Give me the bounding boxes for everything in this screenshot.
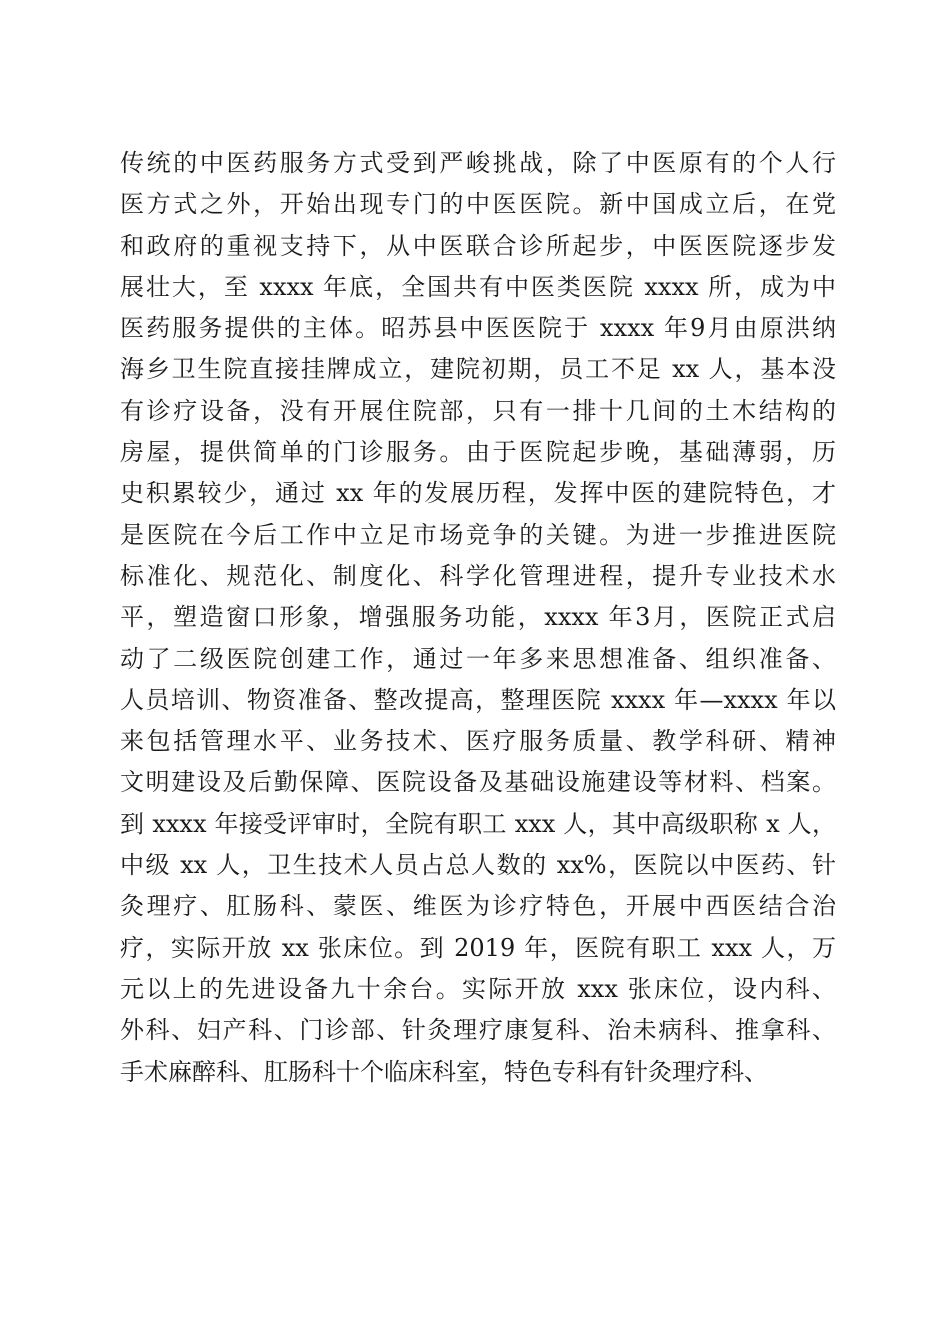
text-line: 到 xxxx 年接受评审时，全院有职工 xxx 人，其中高级职称 x 人， xyxy=(120,809,836,838)
text-line: 有诊疗设备，没有开展住院部，只有一排十几间的土木结构的 xyxy=(120,396,836,425)
body-paragraph xyxy=(120,143,836,1093)
text-line: 平，塑造窗口形象，增强服务功能，xxxx 年3月，医院正式启 xyxy=(120,603,836,632)
text-line: 动了二级医院创建工作，通过一年多来思想准备、组织准备、 xyxy=(120,644,836,673)
text-line: 元以上的先进设备九十余台。实际开放 xxx 张床位，设内科、 xyxy=(120,974,836,1003)
text-line: 医方式之外，开始出现专门的中医医院。新中国成立后，在党 xyxy=(120,190,836,219)
text-line: 史积累较少，通过 xx 年的发展历程，发挥中医的建院特色，才 xyxy=(120,479,836,508)
text-line: 传统的中医药服务方式受到严峻挑战，除了中医原有的个人行 xyxy=(120,149,836,177)
text-line: 文明建设及后勤保障、医院设备及基础设施建设等材料、档案。 xyxy=(120,768,836,797)
text-line: 是医院在今后工作中立足市场竞争的关键。为进一步推进医院 xyxy=(120,520,836,549)
text-line: 展壮大，至 xxxx 年底，全国共有中医类医院 xxxx 所，成为中 xyxy=(120,272,836,301)
text-line: 疗，实际开放 xx 张床位。到 2019 年，医院有职工 xxx 人，万 xyxy=(120,933,836,962)
text-line: 和政府的重视支持下，从中医联合诊所起步，中医医院逐步发 xyxy=(120,231,836,260)
text-line: 手术麻醉科、肛肠科十个临床科室，特色专科有针灸理疗科、 xyxy=(120,1057,768,1086)
text-line: 中级 xx 人，卫生技术人员占总人数的 xx%，医院以中医药、针 xyxy=(120,851,836,880)
text-line: 医药服务提供的主体。昭苏县中医医院于 xxxx 年9月由原洪纳 xyxy=(120,314,836,343)
text-line: 外科、妇产科、门诊部、针灸理疗康复科、治未病科、推拿科、 xyxy=(120,1016,836,1045)
text-line: 来包括管理水平、业务技术、医疗服务质量、教学科研、精神 xyxy=(120,727,836,756)
text-line: 海乡卫生院直接挂牌成立，建院初期，员工不足 xx 人，基本没 xyxy=(120,355,836,384)
text-line: 人员培训、物资准备、整改提高，整理医院 xxxx 年—xxxx 年以 xyxy=(120,685,836,714)
text-line: 灸理疗、肛肠科、蒙医、维医为诊疗特色，开展中西医结合治 xyxy=(120,892,836,921)
text-line: 房屋，提供简单的门诊服务。由于医院起步晚，基础薄弱，历 xyxy=(120,438,836,467)
text-line: 标准化、规范化、制度化、科学化管理进程，提升专业技术水 xyxy=(120,561,836,590)
